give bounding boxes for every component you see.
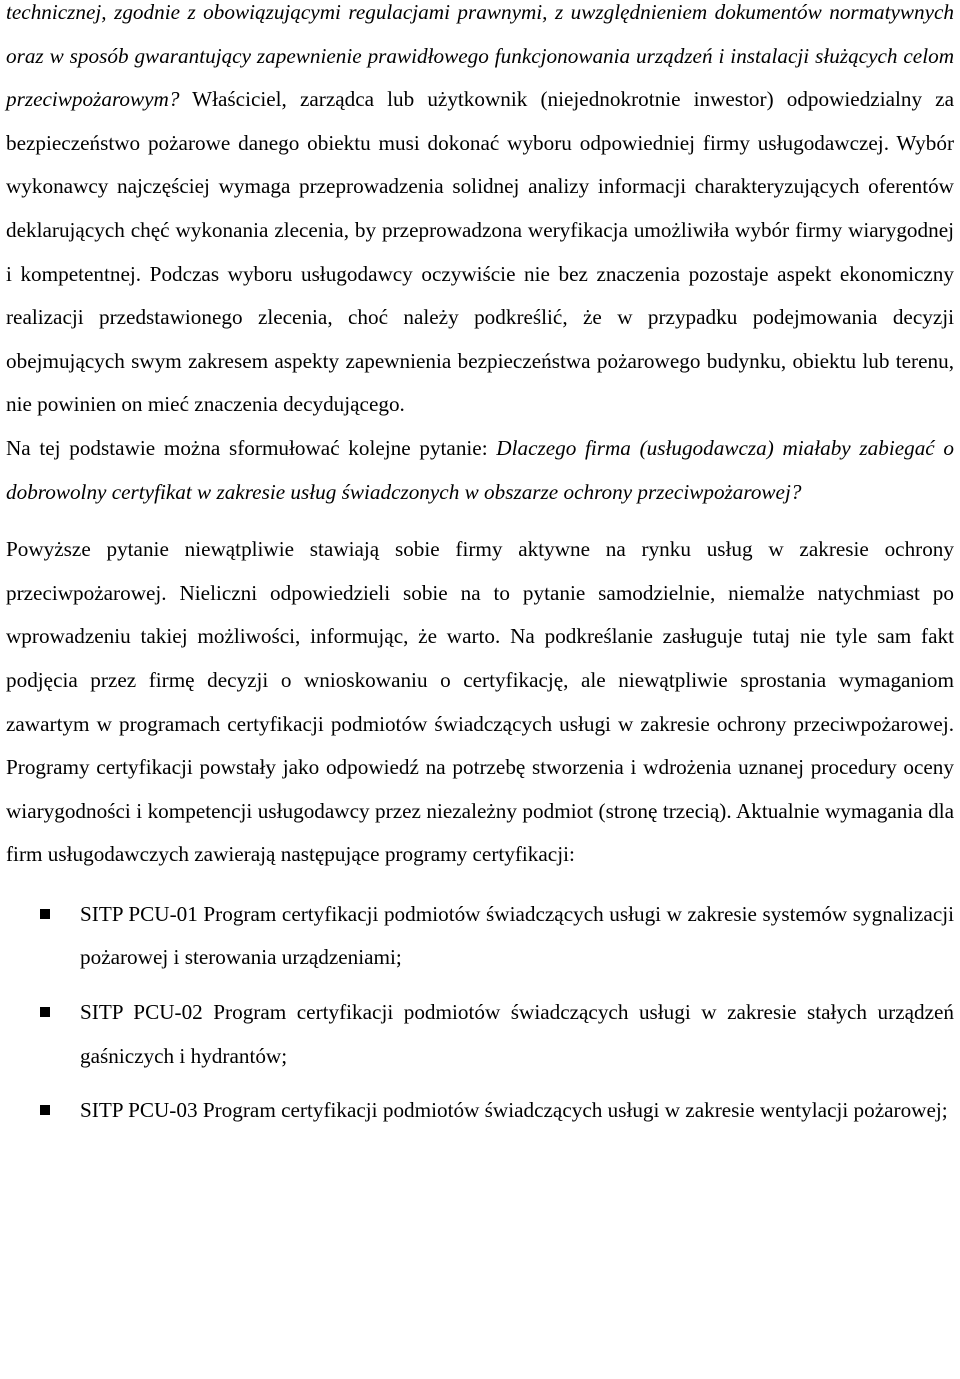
certification-program-list — [6, 893, 954, 1133]
square-bullet-icon — [40, 1007, 50, 1017]
list-item-text: SITP PCU-01 Program certyfikacji podmiotów świadczących usługi w zakresie systemów sygnalizacji pożarowej i sterowania urządzeniami; — [80, 901, 954, 970]
list-item — [6, 893, 954, 980]
paragraph-text: Właściciel, zarządca lub użytkownik (niejednokrotnie inwestor) odpowiedzialny za bezpieczeństwo pożarowe danego obiektu musi dokonać wyboru odpowiedniej firmy usługodawczej. Wybór wykonawcy najczęściej wymaga przeprowadzenia solidnej analizy informacji charakteryzujących oferentów deklarujących chęć wykonania zlecenia, by przeprowadzona weryfikacja umożliwiła wybór firmy wiarygodnej i kompetentnej. Podczas wyboru usługodawcy oczywiście nie bez znaczenia pozostaje aspekt ekonomiczny realizacji przedstawionego zlecenia, choć należy podkreślić, że w przypadku podejmowania decyzji obejmujących swym zakresem aspekty zapewnienia bezpieczeństwa pożarowego budynku, obiektu lub terenu, nie powinien on mieć znaczenia decydującego. — [6, 87, 954, 417]
list-item — [6, 991, 954, 1078]
italic-question: Dlaczego firma (usługodawcza) miałaby zabiegać o dobrowolny certyfikat w zakresie usług świadczonych w obszarze ochrony przeciwpożarowej? — [6, 435, 954, 504]
document-page — [6, 0, 954, 1144]
paragraph-owner-responsibility — [6, 0, 954, 427]
paragraph-text: Na tej podstawie można sformułować kolejne pytanie: — [6, 435, 497, 460]
paragraph-question — [6, 427, 954, 514]
list-item-text: SITP PCU-03 Program certyfikacji podmiotów świadczących usługi w zakresie wentylacji pożarowej; — [80, 1098, 948, 1123]
square-bullet-icon — [40, 909, 50, 919]
paragraph-certification-programs — [6, 528, 954, 877]
list-item — [6, 1089, 954, 1133]
square-bullet-icon — [40, 1105, 50, 1115]
list-item-text: SITP PCU-02 Program certyfikacji podmiotów świadczących usługi w zakresie stałych urządzeń gaśniczych i hydrantów; — [80, 1000, 954, 1068]
paragraph-text: Powyższe pytanie niewątpliwie stawiają sobie firmy aktywne na rynku usług w zakresie ochrony przeciwpożarowej. Nieliczni odpowiedzieli sobie na to pytanie samodzielnie, niemalże natychmiast po wprowadzeniu takiej możliwości, informując, że warto. Na podkreślanie zasługuje tutaj nie tyle sam fakt podjęcia przez firmę decyzji o wnioskowaniu o certyfikację, ale niewątpliwie sprostania wymaganiom zawartym w programach certyfikacji podmiotów świadczących usługi w zakresie ochrony przeciwpożarowej. Programy certyfikacji powstały jako odpowiedź na potrzebę stworzenia i wdrożenia uznanej procedury oceny wiarygodności i kompetencji usługodawcy przez niezależny podmiot (stronę trzecią). Aktualnie wymagania dla firm usługodawczych zawierają następujące programy certyfikacji: — [6, 537, 954, 867]
italic-question-fragment: technicznej, zgodnie z obowiązującymi regulacjami prawnymi, z uwzględnieniem dokumentów normatywnych oraz w sposób gwarantujący zapewnienie prawidłowego funkcjonowania urządzeń i instalacji służących celom przeciwpożarowym? — [6, 0, 954, 112]
